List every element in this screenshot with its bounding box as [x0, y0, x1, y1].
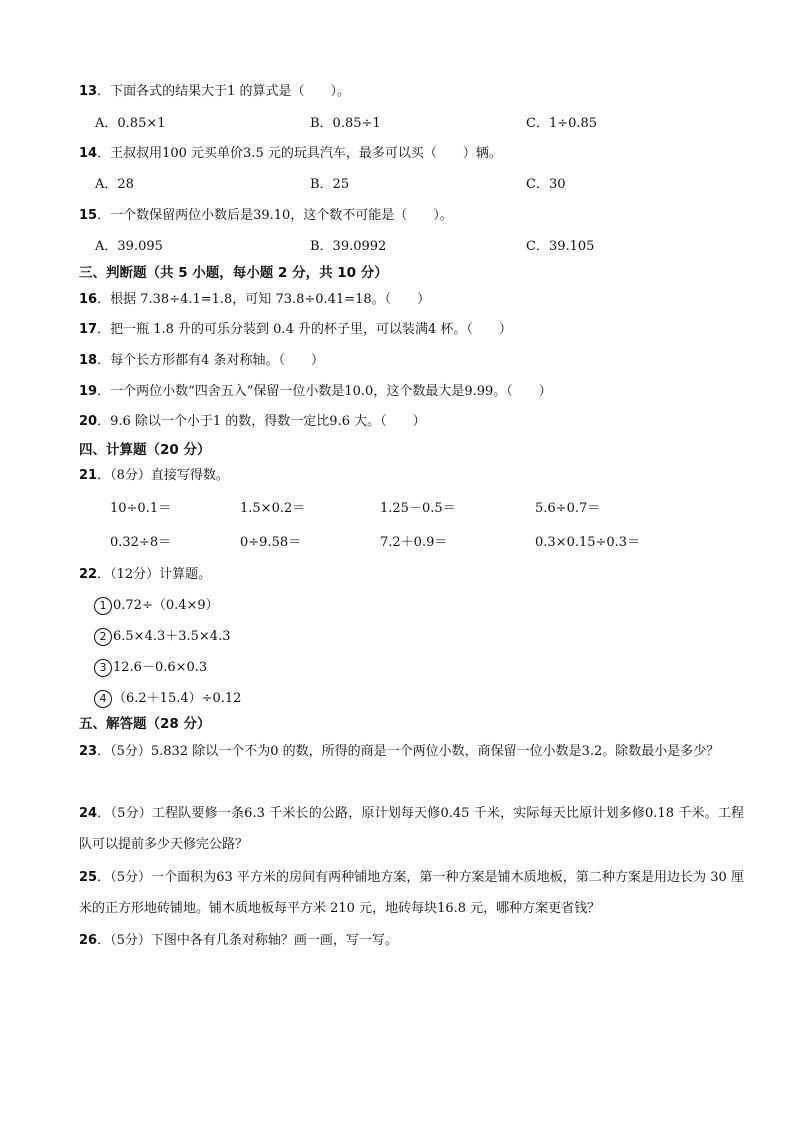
option-a: A．28 [95, 177, 134, 192]
option-c: C．1÷0.85 [526, 116, 598, 131]
question-stem: ．（12分）计算题。 [97, 567, 212, 582]
question-14 [79, 144, 502, 164]
question-22 [79, 565, 211, 585]
calc-expression: （6.2＋15.4）÷0.12 [113, 691, 242, 706]
question-stem: ．每个长方形都有4 条对称轴。（ ） [97, 353, 324, 368]
question-number: 25 [79, 870, 98, 885]
question-19 [79, 382, 552, 402]
question-stem: ．（5分）工程队要修一条6.3 千米长的公路，原计划每天修0.45 千米，实际每天比原计划多修0.18 千米。工程队可以提前多少天修完公路？ [79, 806, 744, 852]
calc-expression: 12.6－0.6×0.3 [113, 660, 208, 675]
question-21 [79, 466, 229, 486]
question-stem: ．（5分）一个面积为63 平方米的房间有两种铺地方案，第一种方案是铺木质地板，第二种方案是用边长为 30 厘米的正方形地砖铺地。铺木质地板每平方米 210 元，地砖每块16.8 元，哪种方案更省钱？ [79, 870, 744, 916]
question-number: 16 [79, 292, 98, 307]
option-a: A．0.85×1 [95, 116, 166, 131]
question-number: 24 [79, 806, 98, 821]
question-stem: ．（5分）5.832 除以一个不为0 的数，所得的商是一个两位小数，商保留一位小数是3.2。除数最小是多少？ [97, 744, 720, 759]
oral-calc-item: 5.6÷0.7＝ [535, 501, 601, 516]
oral-calc-item: 0.3×0.15÷0.3＝ [535, 535, 641, 550]
question-number: 19 [79, 384, 98, 399]
question-stem: ．王叔叔用100 元买单价3.5 元的玩具汽车，最多可以买（ ）辆。 [97, 146, 502, 161]
oral-calc-item: 10÷0.1＝ [110, 501, 172, 516]
question-stem: ．（8分）直接写得数。 [97, 468, 229, 483]
calc-expression: 6.5×4.3＋3.5×4.3 [113, 629, 231, 644]
section-heading-solve: 五、解答题（28 分） [79, 716, 211, 732]
question-16 [79, 290, 430, 310]
question-stem: ．根据 7.38÷4.1=1.8，可知 73.8÷0.41=18。（ ） [97, 292, 431, 307]
oral-calc-item: 0÷9.58＝ [240, 535, 302, 550]
oral-calc-item: 1.25－0.5＝ [380, 501, 456, 516]
question-17 [79, 320, 512, 340]
circled-number: 3 [94, 659, 112, 677]
question-number: 13 [79, 84, 98, 99]
option-b: B．39.0992 [310, 239, 387, 254]
question-15 [79, 206, 453, 226]
option-a: A．39.095 [95, 239, 163, 254]
calc-item-3 [94, 658, 207, 678]
question-stem: ．把一瓶 1.8 升的可乐分装到 0.4 升的杯子里，可以装满4 杯。（ ） [97, 322, 512, 337]
question-number: 14 [79, 146, 98, 161]
option-b: B．0.85÷1 [310, 116, 381, 131]
question-number: 26 [79, 933, 98, 948]
question-number: 18 [79, 353, 98, 368]
question-stem: ．一个数保留两位小数后是39.10，这个数不可能是（ ）。 [97, 208, 453, 223]
question-23 [79, 736, 744, 767]
calc-item-4 [94, 689, 241, 709]
question-25 [79, 862, 744, 924]
question-number: 21 [79, 468, 98, 483]
question-13 [79, 82, 350, 102]
question-24 [79, 798, 744, 860]
oral-calc-item: 7.2＋0.9＝ [380, 535, 448, 550]
question-18 [79, 351, 324, 371]
oral-calc-item: 1.5×0.2＝ [240, 501, 306, 516]
question-stem: ．（5分）下图中各有几条对称轴？画一画，写一写。 [97, 933, 398, 948]
question-number: 15 [79, 208, 98, 223]
question-stem: ．9.6 除以一个小于1 的数，得数一定比9.6 大。（ ） [97, 414, 426, 429]
option-c: C．30 [526, 177, 566, 192]
calc-item-2 [94, 627, 230, 647]
option-c: C．39.105 [526, 239, 595, 254]
question-number: 22 [79, 567, 98, 582]
circled-number: 4 [94, 690, 112, 708]
section-heading-calc: 四、计算题（20 分） [79, 442, 211, 458]
question-stem: ．下面各式的结果大于1 的算式是（ ）。 [97, 84, 350, 99]
question-number: 23 [79, 744, 98, 759]
option-b: B．25 [310, 177, 350, 192]
section-heading-judge: 三、判断题（共 5 小题，每小题 2 分，共 10 分） [79, 265, 388, 281]
question-number: 20 [79, 414, 98, 429]
oral-calc-item: 0.32÷8＝ [110, 535, 172, 550]
question-stem: ．一个两位小数“四舍五入”保留一位小数是10.0，这个数最大是9.99。（ ） [97, 384, 552, 399]
calc-item-1 [94, 596, 219, 616]
question-number: 17 [79, 322, 98, 337]
calc-expression: 0.72÷（0.4×9） [113, 598, 219, 613]
question-20 [79, 412, 426, 432]
question-26 [79, 925, 744, 956]
circled-number: 1 [94, 597, 112, 615]
circled-number: 2 [94, 628, 112, 646]
